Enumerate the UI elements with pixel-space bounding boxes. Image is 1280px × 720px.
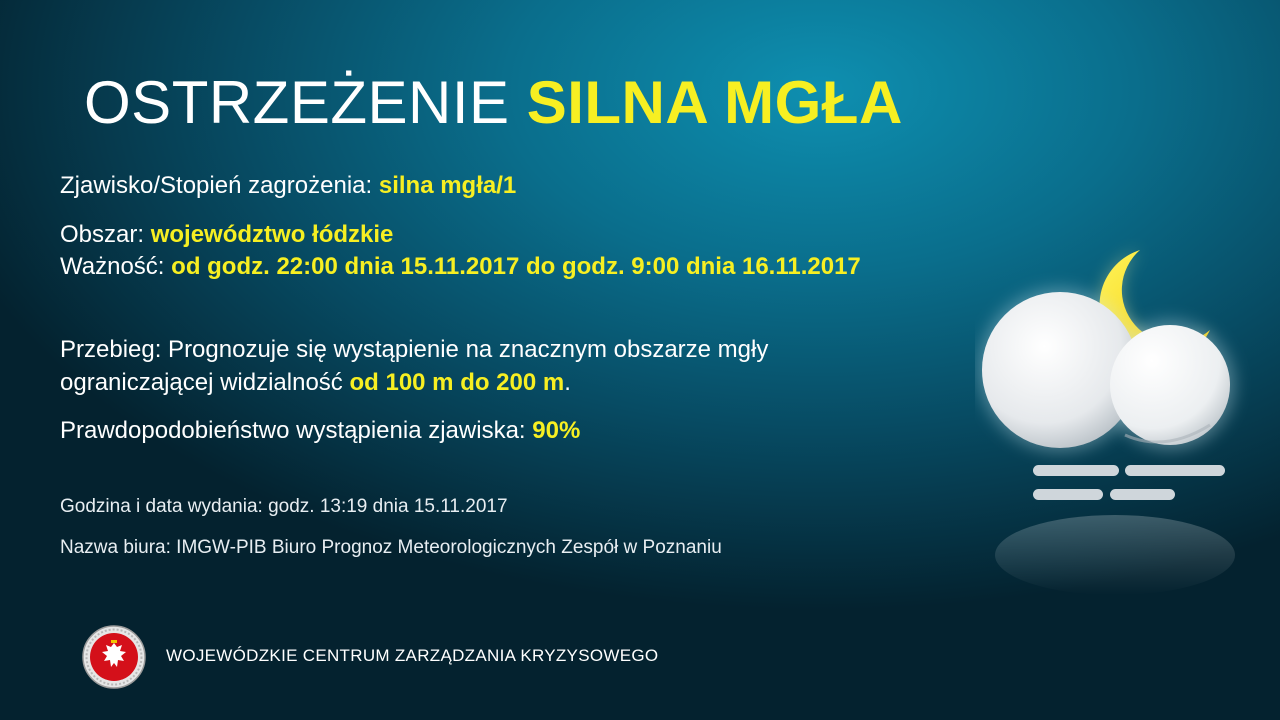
fog-night-icon — [975, 235, 1265, 605]
area-label: Obszar: — [60, 221, 145, 248]
course-visibility-value: od 100 m do 200 m — [349, 369, 565, 396]
course-suffix: . — [564, 369, 571, 396]
probability-value: 90% — [532, 417, 581, 444]
probability-label: Prawdopodobieństwo wystąpienia zjawiska: — [60, 417, 526, 444]
issued-text: Godzina i data wydania: godz. 13:19 dnia 15.11.2017 — [60, 496, 508, 517]
phenomenon-label: Zjawisko/Stopień zagrożenia: — [60, 172, 373, 199]
course-line-1 — [60, 334, 768, 366]
course-line-2 — [60, 367, 571, 399]
course-text-1: Przebieg: Prognozuje się wystąpienie na znacznym obszarze mgły — [60, 336, 769, 363]
phenomenon-line — [60, 170, 516, 202]
validity-value: od godz. 22:00 dnia 15.11.2017 do godz. 9:00 dnia 16.11.2017 — [171, 253, 861, 280]
fog-lines-icon — [1033, 465, 1225, 500]
polish-eagle-emblem — [82, 625, 146, 689]
title-highlight: SILNA MGŁA — [526, 69, 903, 136]
office-text: Nazwa biura: IMGW-PIB Biuro Prognoz Meteorologicznych Zespół w Poznaniu — [60, 537, 722, 558]
area-line — [60, 219, 393, 251]
course-text-2: ograniczającej widzialność — [60, 369, 343, 396]
validity-label: Ważność: — [60, 253, 165, 280]
phenomenon-value: silna mgła/1 — [378, 172, 517, 199]
page-title — [84, 66, 903, 140]
footer-organization: WOJEWÓDZKIE CENTRUM ZARZĄDZANIA KRYZYSOWEGO — [166, 646, 659, 665]
title-prefix: OSTRZEŻENIE — [84, 69, 510, 136]
validity-line — [60, 251, 861, 283]
probability-line — [60, 415, 580, 447]
area-value: województwo łódzkie — [150, 221, 394, 248]
